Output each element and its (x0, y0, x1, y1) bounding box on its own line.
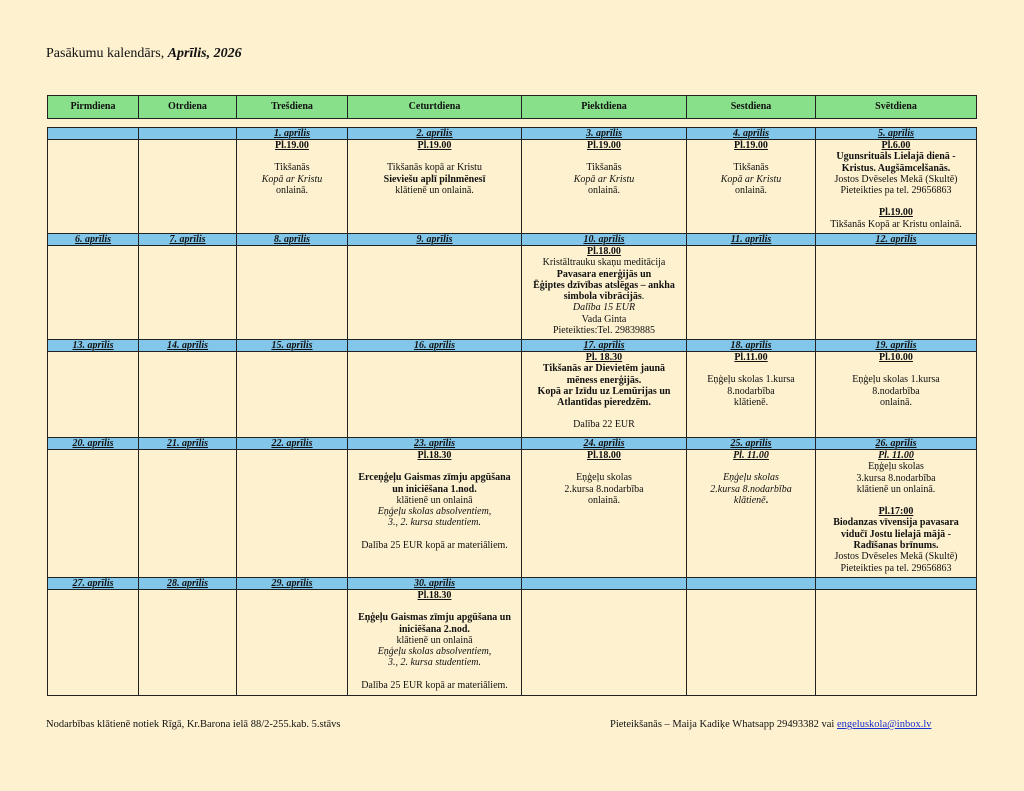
event-line: 8.nodarbība (727, 385, 775, 397)
event-title: Tikšanās ar Dievietēm jaunā (542, 363, 666, 375)
event-line: Kristāltrauku skaņu meditācija (542, 257, 666, 269)
date-cell: 2. aprīlis (348, 128, 522, 140)
event-line: Eņģeļu skolas (576, 472, 632, 484)
day-cell-empty (522, 590, 687, 696)
event-line: 2.kursa 8.nodarbība (564, 483, 644, 495)
date-cell: 16. aprīlis (348, 340, 522, 352)
date-cell (139, 128, 237, 140)
event-title: Biodanzas vīvensija pavasara (833, 517, 959, 529)
week-5-dates (48, 578, 977, 590)
event-line: Tikšanās (274, 162, 310, 174)
day-cell-empty (139, 140, 237, 234)
event-title: Eņģeļu Gaismas zīmju apgūšana un (358, 612, 511, 624)
event-title: Atlantīdas pieredzēm. (557, 397, 651, 409)
date-cell: 11. aprīlis (687, 234, 816, 246)
event-title: Pavasara enerģijās un (556, 268, 652, 280)
event-title: Erceņģeļu Gaismas zīmju apgūšana (358, 472, 511, 484)
date-cell: 29. aprīlis (237, 578, 348, 590)
date-cell (48, 128, 139, 140)
week-5-events (48, 590, 977, 696)
footer-location: Nodarbības klātienē notiek Rīgā, Kr.Barona ielā 88/2-255.kab. 5.stāvs (46, 719, 341, 730)
day-cell-empty (348, 352, 522, 438)
event-line: 8.nodarbība (872, 385, 920, 397)
day-cell-empty (139, 590, 237, 696)
event-time: Pl.18.30 (417, 590, 452, 601)
event-cell (348, 450, 522, 578)
event-time: Pl. 18.30 (585, 352, 623, 363)
day-cell-empty (237, 246, 348, 340)
event-cell (348, 590, 522, 696)
event-cell (687, 352, 816, 438)
date-cell: 27. aprīlis (48, 578, 139, 590)
event-time: Pl.6.00 (881, 140, 911, 151)
event-line: Kopā ar Kristu (720, 173, 782, 185)
event-time: Pl.19.00 (275, 140, 309, 151)
week-4-dates (48, 438, 977, 450)
event-cell (522, 352, 687, 438)
date-cell: 17. aprīlis (522, 340, 687, 352)
weekday-tue: Otrdiena (139, 96, 237, 119)
event-line: 3.kursa 8.nodarbība (856, 472, 936, 484)
title-prefix: Pasākumu kalendārs, (46, 46, 168, 61)
weekday-sun: Svētdiena (816, 96, 977, 119)
date-cell: 7. aprīlis (139, 234, 237, 246)
event-cell (687, 140, 816, 234)
event-title: Ēģiptes dzīvības atslēgas – ankha (533, 279, 675, 291)
week-1-dates (48, 128, 977, 140)
event-line (689, 495, 813, 506)
event-line: klātienē un onlainā (396, 634, 473, 646)
event-time: Pl.19.00 (417, 140, 452, 151)
event-line: Tikšanās (733, 162, 769, 174)
event-title: Kopā ar Izīdu uz Lemūrijas un (537, 385, 671, 397)
date-cell (522, 578, 687, 590)
event-line: Eņģeļu skolas (868, 461, 924, 473)
event-line: Eņģeļu skolas 1.kursa (852, 374, 940, 386)
week-2-dates (48, 234, 977, 246)
event-contact: Pieteikties:Tel. 29839885 (552, 325, 656, 337)
event-time: Pl.18.00 (587, 450, 621, 461)
event-price: Dalība 25 EUR kopā ar materiāliem. (361, 539, 508, 551)
email-link[interactable]: engeluskola@inbox.lv (836, 719, 932, 730)
event-line: Jostos Dvēseles Mekā (Skultē) (834, 551, 958, 563)
date-cell: 12. aprīlis (816, 234, 977, 246)
event-time: Pl.19.00 (734, 140, 768, 151)
footer-contact (610, 719, 932, 730)
event-line: Kopā ar Kristu (573, 173, 635, 185)
weekday-wed: Trešdiena (237, 96, 348, 119)
event-line: onlainā. (880, 396, 912, 408)
date-cell: 24. aprīlis (522, 438, 687, 450)
day-cell-empty (816, 590, 977, 696)
event-line-text: klātienē (733, 494, 766, 506)
weekday-thu: Ceturtdiena (348, 96, 522, 119)
event-time: Pl.10.00 (879, 352, 913, 363)
day-cell-empty (48, 450, 139, 578)
event-line: Kopā ar Kristu (261, 173, 323, 185)
event-line: 3., 2. kursa studentiem. (387, 517, 482, 529)
event-time: Pl.17:00 (878, 506, 914, 518)
event-line: Tikšanās kopā ar Kristu (387, 162, 482, 174)
date-cell: 30. aprīlis (348, 578, 522, 590)
date-cell: 3. aprīlis (522, 128, 687, 140)
date-cell: 19. aprīlis (816, 340, 977, 352)
event-line: Eņģeļu skolas 1.kursa (707, 374, 795, 386)
date-cell: 6. aprīlis (48, 234, 139, 246)
day-cell-empty (139, 246, 237, 340)
event-line: klātienē un onlainā (396, 494, 473, 506)
date-cell: 26. aprīlis (816, 438, 977, 450)
week-2-events (48, 246, 977, 340)
calendar-table (47, 95, 977, 696)
event-line: Eņģeļu skolas absolventiem, (377, 646, 492, 658)
event-line: Eņģeļu skolas absolventiem, (377, 506, 492, 518)
event-title: Kristus. Augšāmcelšanās. (841, 162, 951, 174)
event-line: onlainā. (276, 184, 308, 196)
date-cell: 13. aprīlis (48, 340, 139, 352)
date-cell: 4. aprīlis (687, 128, 816, 140)
event-line: onlainā. (735, 184, 767, 196)
day-cell-empty (816, 246, 977, 340)
day-cell-empty (687, 246, 816, 340)
day-cell-empty (237, 590, 348, 696)
event-line: 2.kursa 8.nodarbība (710, 483, 792, 495)
event-line: Pieteikties pa tel. 29656863 (840, 185, 952, 197)
event-line: Tikšanās Kopā ar Kristu onlainā. (830, 218, 962, 230)
date-cell: 20. aprīlis (48, 438, 139, 450)
date-cell: 15. aprīlis (237, 340, 348, 352)
page-title (46, 46, 242, 62)
date-cell (816, 578, 977, 590)
event-line: onlainā. (588, 184, 620, 196)
day-cell-empty (139, 352, 237, 438)
week-3-dates (48, 340, 977, 352)
event-cell (816, 140, 977, 234)
footer-contact-text: Pieteikšanās – Maija Kadiķe Whatsapp 29493382 vai (610, 719, 837, 730)
event-time: Pl.19.00 (587, 140, 621, 151)
date-cell: 10. aprīlis (522, 234, 687, 246)
event-cell (522, 450, 687, 578)
event-punct: . (765, 494, 769, 506)
event-title: Ugunsrituāls Lielajā dienā - (836, 151, 956, 163)
weekday-fri: Piektdiena (522, 96, 687, 119)
date-cell: 25. aprīlis (687, 438, 816, 450)
week-4-events (48, 450, 977, 578)
event-cell (522, 246, 687, 340)
event-title: mēness enerģijās. (566, 374, 642, 386)
event-cell (522, 140, 687, 234)
week-1-events (48, 140, 977, 234)
event-price: Dalība 22 EUR (573, 419, 635, 431)
day-cell-empty (48, 140, 139, 234)
event-time: Pl.11.00 (734, 352, 768, 363)
event-line: Pieteikties pa tel. 29656863 (840, 562, 952, 574)
day-cell-empty (139, 450, 237, 578)
event-cell (237, 140, 348, 234)
weekday-header-row (48, 96, 977, 119)
weekday-mon: Pirmdiena (48, 96, 139, 119)
event-price: Dalība 25 EUR kopā ar materiāliem. (361, 679, 508, 691)
event-time: Pl. 11.00 (733, 450, 769, 461)
date-cell: 14. aprīlis (139, 340, 237, 352)
title-month: Aprīlis, 2026 (167, 46, 242, 61)
event-line: onlainā. (588, 494, 620, 506)
date-cell: 8. aprīlis (237, 234, 348, 246)
event-time: Pl.19.00 (879, 207, 913, 219)
event-title: Radīšanas brīnums. (853, 540, 939, 552)
weekday-sat: Sestdiena (687, 96, 816, 119)
event-line: klātienē un onlainā. (395, 184, 474, 196)
date-cell: 5. aprīlis (816, 128, 977, 140)
week-3-events (48, 352, 977, 438)
day-cell-empty (48, 246, 139, 340)
event-cell (348, 140, 522, 234)
date-cell (687, 578, 816, 590)
event-price: Dalība 15 EUR (572, 302, 636, 314)
day-cell-empty (48, 352, 139, 438)
event-cell (816, 450, 977, 578)
event-title: simbola vibrācijās (563, 291, 642, 303)
event-title: iniciēšana 2.nod. (399, 623, 470, 635)
date-cell: 9. aprīlis (348, 234, 522, 246)
date-cell: 23. aprīlis (348, 438, 522, 450)
event-line: Tikšanās (586, 162, 622, 174)
event-line: Eņģeļu skolas (723, 472, 779, 484)
event-title: Sieviešu aplī pilnmēnesī (383, 173, 486, 185)
event-line: klātienē un onlainā. (856, 483, 936, 495)
date-cell: 21. aprīlis (139, 438, 237, 450)
day-cell-empty (48, 590, 139, 696)
event-cell (687, 450, 816, 578)
date-cell: 18. aprīlis (687, 340, 816, 352)
event-time: Pl.18.00 (587, 246, 621, 257)
event-title: un iniciēšana 1.nod. (392, 483, 477, 495)
date-cell: 28. aprīlis (139, 578, 237, 590)
event-line: Vada Ginta (581, 313, 627, 325)
date-cell: 1. aprīlis (237, 128, 348, 140)
event-line: Jostos Dvēseles Mekā (Skultē) (834, 173, 958, 185)
date-cell: 22. aprīlis (237, 438, 348, 450)
event-cell (816, 352, 977, 438)
event-punct: . (641, 291, 645, 303)
event-line (524, 291, 684, 302)
day-cell-empty (237, 450, 348, 578)
event-line: 3., 2. kursa studentiem. (387, 657, 482, 669)
event-time: Pl. 11.00 (878, 450, 914, 461)
event-line: klātienē. (733, 396, 769, 408)
day-cell-empty (237, 352, 348, 438)
event-title: vidučī Jostu lielajā mājā - (841, 528, 951, 540)
event-time: Pl.18.30 (417, 450, 452, 461)
day-cell-empty (348, 246, 522, 340)
day-cell-empty (687, 590, 816, 696)
